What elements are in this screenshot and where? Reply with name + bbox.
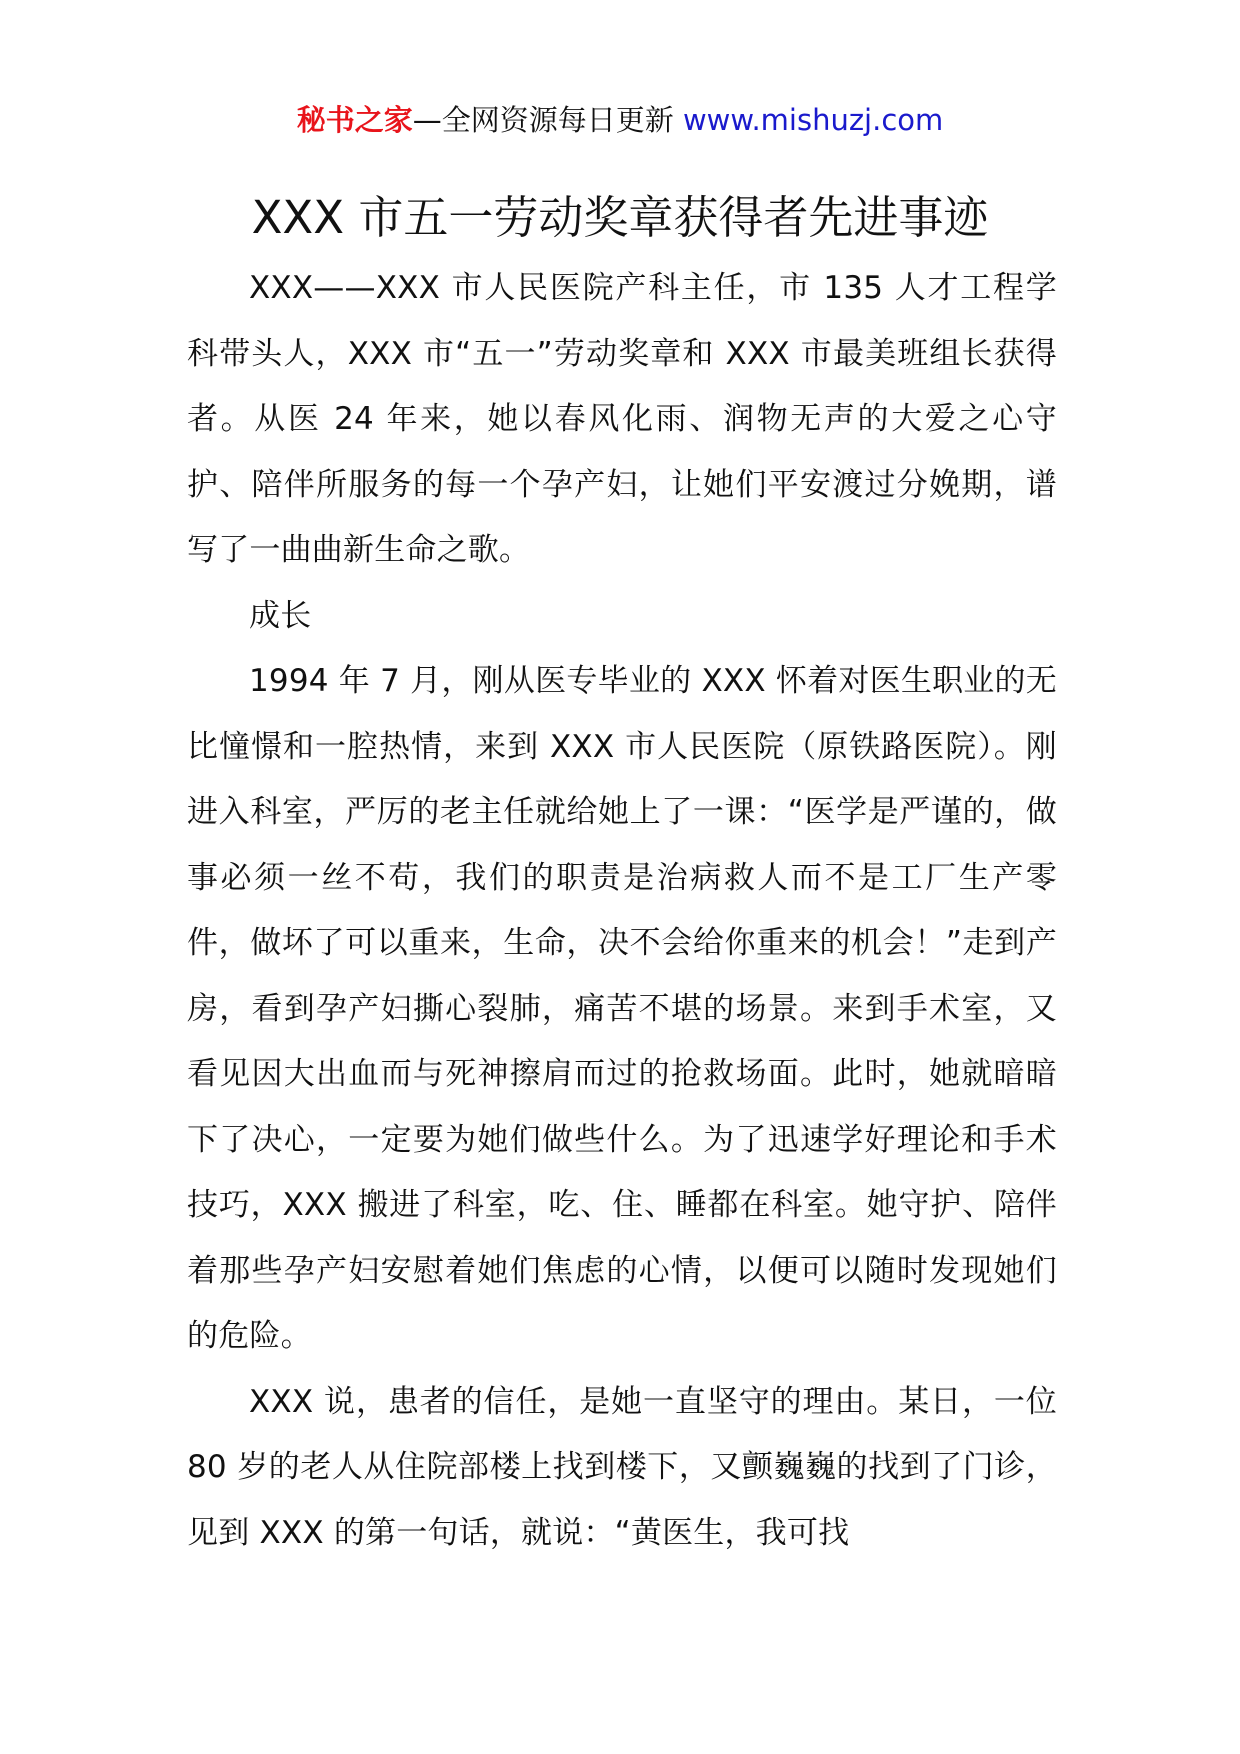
section-heading-growth: 成长	[249, 597, 312, 634]
site-header	[0, 100, 1240, 140]
site-brand: 秘书之家	[296, 103, 413, 137]
site-url-link[interactable]: www.mishuzj.com	[682, 103, 944, 137]
document-title: XXX 市五一劳动奖章获得者先进事迹	[251, 191, 989, 244]
intro-paragraph: XXX——XXX 市人民医院产科主任，市 135 人才工程学科带头人，XXX 市“五一”劳动奖章和 XXX 市最美班组长获得者。从医 24 年来，她以春风化雨、润物无声的大爱之心守护、陪伴所服务的每一个孕产妇，让她们平安渡过分娩期，谱写了一曲曲新生命之歌。	[187, 270, 1057, 568]
site-tagline: —全网资源每日更新	[412, 103, 674, 137]
document-body	[187, 256, 1057, 1566]
trust-paragraph: XXX 说，患者的信任，是她一直坚守的理由。某日，一位 80 岁的老人从住院部楼上找到楼下，又颤巍巍的找到了门诊，见到 XXX 的第一句话，就说：“黄医生，我可找	[187, 1383, 1057, 1551]
story-paragraph: 1994 年 7 月，刚从医专毕业的 XXX 怀着对医生职业的无比憧憬和一腔热情，来到 XXX 市人民医院（原铁路医院）。刚进入科室，严厉的老主任就给她上了一课：“医学是严谨的，做事必须一丝不苟，我们的职责是治病救人而不是工厂生产零件，做坏了可以重来，生命，决不会给你重来的机会！”走到产房，看到孕产妇撕心裂肺，痛苦不堪的场景。来到手术室，又看见因大出血而与死神擦肩而过的抢救场面。此时，她就暗暗下了决心，一定要为她们做些什么。为了迅速学好理论和手术技巧，XXX 搬进了科室，吃、住、睡都在科室。她守护、陪伴着那些孕产妇安慰着她们焦虑的心情，以便可以随时发现她们的危险。	[187, 663, 1057, 1354]
